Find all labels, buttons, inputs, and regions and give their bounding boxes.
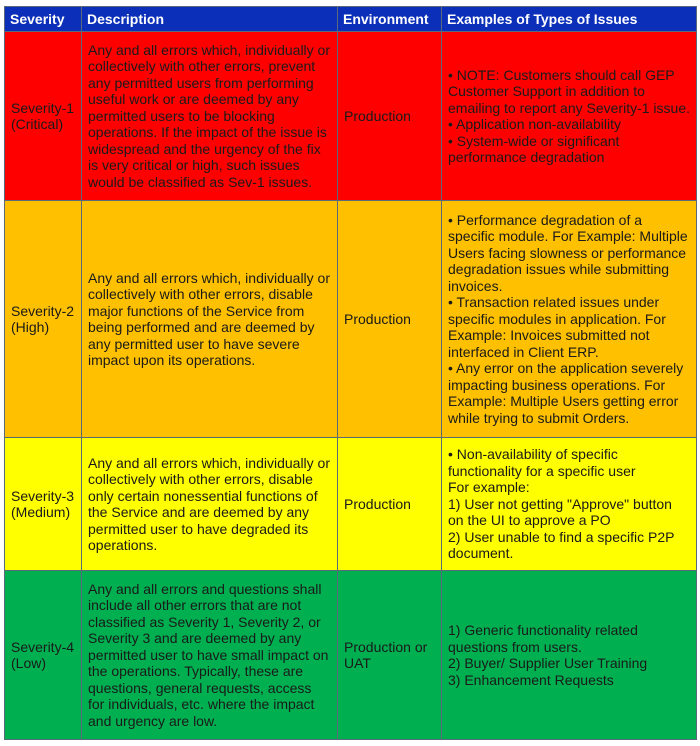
issue-line: • Performance degradation of a specific module. For Example: Multiple Users facing slowness or performance degradation issues while submitting invoices. bbox=[448, 211, 688, 294]
issue-line: • NOTE: Customers should call GEP Customer Support in addition to emailing to report any Severity-1 issue. bbox=[448, 66, 690, 116]
description-cell: Any and all errors which, individually or collectively with other errors, prevent any permitted users from performing useful work or are deemed by any permitted users to be blocking operations. If the impact of the issue is widespread and the urgency of the fix is very critical or high, such issues would be classified as Sev-1 issues. bbox=[82, 32, 338, 201]
environment-cell: Production bbox=[338, 438, 442, 571]
table-row bbox=[5, 32, 697, 201]
header-row bbox=[5, 7, 697, 32]
header-examples: Examples of Types of Issues bbox=[442, 7, 697, 32]
header-severity: Severity bbox=[5, 7, 82, 32]
environment-cell: Production bbox=[338, 32, 442, 201]
table-row bbox=[5, 571, 697, 740]
issue-line: 1) Generic functionality related questions from users. bbox=[448, 622, 638, 655]
issue-line: • Application non-availability bbox=[448, 116, 622, 132]
examples-cell bbox=[442, 201, 697, 438]
table-row bbox=[5, 201, 697, 438]
examples-cell bbox=[442, 571, 697, 740]
issue-line: 1) User not getting "Approve" button on the UI to approve a PO bbox=[448, 495, 672, 529]
description-cell: Any and all errors which, individually or collectively with other errors, disable only certain nonessential functions of the Service and are deemed by any permitted user to have degraded its operations. bbox=[82, 438, 338, 571]
examples-cell bbox=[442, 32, 697, 201]
issue-line: 3) Enhancement Requests bbox=[448, 671, 614, 688]
header-environment: Environment bbox=[338, 7, 442, 32]
environment-cell: Production bbox=[338, 201, 442, 438]
severity-cell: Severity-2 (High) bbox=[5, 201, 82, 438]
issue-line: For example: bbox=[448, 479, 530, 496]
severity-cell: Severity-1 (Critical) bbox=[5, 32, 82, 201]
issue-line: • System-wide or significant performance degradation bbox=[448, 132, 620, 165]
issue-line: • Any error on the application severely impacting business operations. For Example: Multiple Users getting error while trying to submit Orders. bbox=[448, 360, 684, 426]
examples-cell bbox=[442, 438, 697, 571]
table-row bbox=[5, 438, 697, 571]
issue-line: 2) User unable to find a specific P2P document. bbox=[448, 528, 675, 562]
issue-line: • Transaction related issues under specific modules in application. For Example: Invoices submitted not interfaced in Client ERP. bbox=[448, 294, 666, 360]
description-cell: Any and all errors and questions shall include all other errors that are not classified as Severity 1, Severity 2, or Severity 3 and are deemed by any permitted user to have small impact on the operations. Typically, these are questions, general requests, access for individuals, etc. where the impact and urgency are low. bbox=[82, 571, 338, 740]
header-description: Description bbox=[82, 7, 338, 32]
severity-cell: Severity-3 (Medium) bbox=[5, 438, 82, 571]
severity-cell: Severity-4 (Low) bbox=[5, 571, 82, 740]
description-cell: Any and all errors which, individually or collectively with other errors, disable major functions of the Service from being performed and are deemed by any permitted user to have severe impact upon its operations. bbox=[82, 201, 338, 438]
severity-table bbox=[4, 6, 697, 740]
environment-cell: Production or UAT bbox=[338, 571, 442, 740]
issue-line: • Non-availability of specific functionality for a specific user bbox=[448, 446, 636, 479]
issue-line: 2) Buyer/ Supplier User Training bbox=[448, 655, 648, 671]
